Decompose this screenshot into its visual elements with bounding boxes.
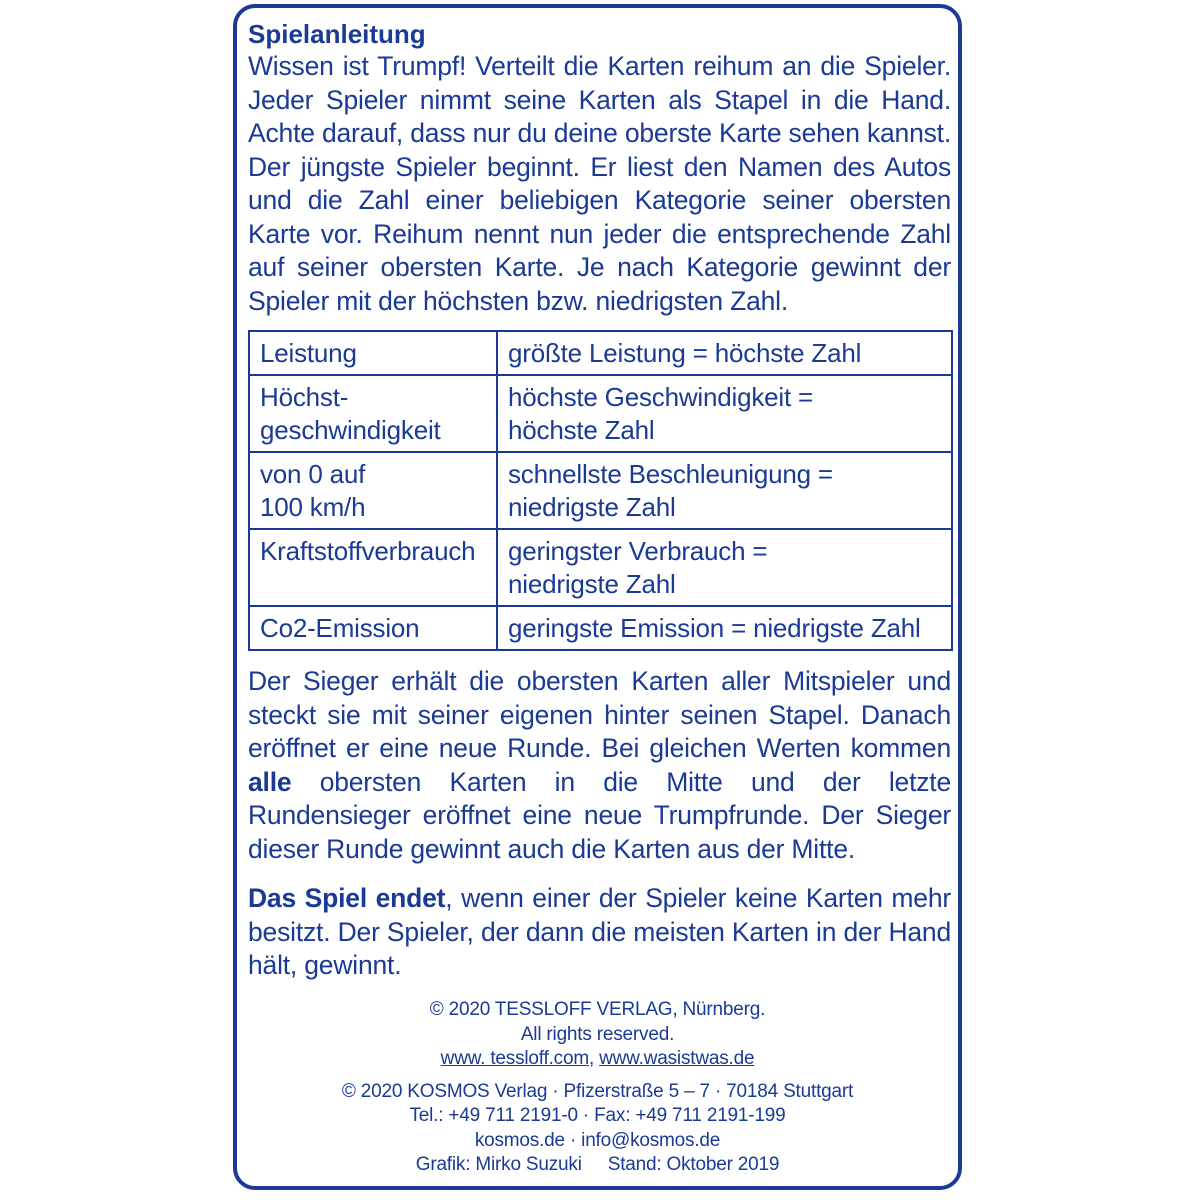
credits-line	[237, 1153, 958, 1178]
rules-rule-cell: geringster Verbrauch = niedrigste Zahl	[497, 529, 952, 606]
grafik-credit: Grafik: Mirko Suzuki	[415, 1154, 582, 1175]
rules-rule-cell: schnellste Beschleunigung = niedrigste Zahl	[497, 452, 952, 529]
rules-rule-cell: größte Leistung = höchste Zahl	[497, 331, 952, 375]
rights-reserved: All rights reserved.	[520, 1023, 675, 1045]
rules-category-cell: Kraftstoffverbrauch	[249, 529, 497, 606]
rules-category-cell: Co2-Emission	[249, 606, 497, 650]
rules-rule-cell: höchste Geschwindigkeit = höchste Zahl	[497, 375, 952, 452]
rules-table	[248, 330, 953, 651]
contact-line: kosmos.de · info@kosmos.de	[474, 1129, 721, 1151]
kosmos-copyright: © 2020 KOSMOS Verlag · Pfizerstraße 5 – 7 · 70184 Stuttgart	[341, 1080, 854, 1102]
end-text-rest: , wenn einer der Spieler keine Karten mehr besitzt. Der Spieler, der dann die meisten Karten in der Hand hält, gewinnt.	[248, 883, 951, 980]
intro-paragraph: Wissen ist Trumpf! Verteilt die Karten reihum an die Spieler. Jeder Spieler nimmt seine Karten als Stapel in die Hand. Achte darauf, dass nur du deine oberste Karte sehen kannst. Der jüngste Spieler beginnt. Er liest den Namen des Autos und die Zahl einer beliebigen Kategorie seiner obersten Karte vor. Reihum nennt nun jeder die entsprechende Zahl auf seiner obersten Karte. Je nach Kategorie gewinnt der Spieler mit der höchsten bzw. niedrigsten Zahl.	[248, 51, 951, 316]
phone-fax: Tel.: +49 711 2191-0 · Fax: +49 711 2191-199	[409, 1105, 786, 1126]
wasistwas-link[interactable]: www.wasistwas.de	[599, 1048, 755, 1069]
card-heading: Spielanleitung	[248, 19, 426, 49]
rules-row	[249, 606, 952, 650]
link-separator: ,	[588, 1048, 600, 1069]
website-links	[237, 1047, 958, 1072]
card-content	[248, 18, 951, 983]
instruction-card	[233, 4, 962, 1190]
rules-row	[249, 331, 952, 375]
winner-text-1: Der Sieger erhält die obersten Karten aller Mitspieler und steckt sie mit seiner eigenen hinter seinen Stapel. Danach eröffnet er eine neue Runde. Bei gleichen Werten kommen	[248, 666, 951, 763]
winner-text-bold: alle	[248, 766, 292, 797]
rules-category-cell: Höchst- geschwindigkeit	[249, 375, 497, 452]
imprint-footer	[237, 998, 958, 1178]
rules-category-cell: von 0 auf 100 km/h	[249, 452, 497, 529]
end-text-bold: Das Spiel endet	[248, 883, 446, 913]
end-paragraph	[248, 882, 951, 983]
rules-row	[249, 375, 952, 452]
winner-text-2: obersten Karten in die Mitte und der letzte Rundensieger eröffnet eine neue Trumpfrunde. Der Sieger dieser Runde gewinnt auch die Karten aus der Mitte.	[248, 766, 951, 864]
rules-row	[249, 529, 952, 606]
winner-paragraph	[248, 665, 951, 866]
rules-category-cell: Leistung	[249, 331, 497, 375]
stand-date: Stand: Oktober 2019	[607, 1154, 780, 1175]
rules-rule-cell: geringste Emission = niedrigste Zahl	[497, 606, 952, 650]
tessloff-link[interactable]: www. tessloff.com	[440, 1048, 589, 1069]
rules-row	[249, 452, 952, 529]
tessloff-copyright: © 2020 TESSLOFF VERLAG, Nürnberg.	[429, 999, 766, 1020]
